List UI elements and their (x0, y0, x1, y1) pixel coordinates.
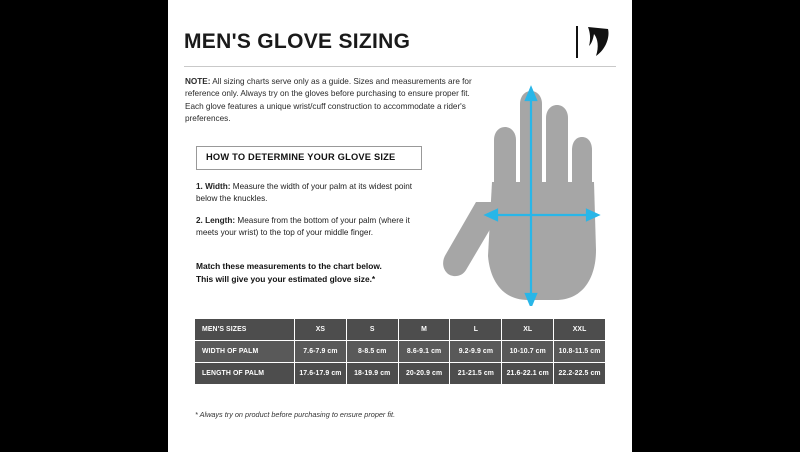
cell-length-m: 20-20.9 cm (398, 363, 450, 385)
note-text (185, 76, 472, 125)
instruction-length (196, 215, 432, 239)
header (184, 30, 616, 64)
letterbox-left (0, 0, 168, 452)
brand-glyph-icon (586, 27, 612, 57)
match-line-2: This will give you your estimated glove size.* (196, 273, 376, 284)
brand-wing-icon (576, 26, 616, 60)
cell-width-xs: 7.6-7.9 cm (295, 341, 347, 363)
instruction-length-text: Measure from the bottom of your palm (where it meets your wrist) to the top of your middle finger. (196, 216, 410, 238)
cell-width-l: 9.2-9.9 cm (450, 341, 502, 363)
table-row (195, 341, 606, 363)
instruction-width-text: Measure the width of your palm at its widest point below the knuckles. (196, 182, 413, 204)
row-label-length: LENGTH OF PALM (195, 363, 295, 385)
glove-illustration (436, 74, 622, 306)
table-row (195, 363, 606, 385)
cell-length-xxl: 22.2-22.5 cm (554, 363, 606, 385)
instruction-length-label: 2. Length: (196, 216, 236, 225)
table-col-1: XS (295, 319, 347, 341)
table-col-3: M (398, 319, 450, 341)
row-label-width: WIDTH OF PALM (195, 341, 295, 363)
note-body: All sizing charts serve only as a guide. Sizes and measurements are for reference only. Always try on the gloves before purchasing to ensure proper fit. Each glove features a unique wrist/cuff construction to accommodate a rider's preferences. (185, 77, 472, 123)
cell-width-m: 8.6-9.1 cm (398, 341, 450, 363)
cell-length-l: 21-21.5 cm (450, 363, 502, 385)
cell-width-xl: 10-10.7 cm (502, 341, 554, 363)
chart-sheet (168, 0, 632, 452)
cell-length-xs: 17.6-17.9 cm (295, 363, 347, 385)
table-col-6: XXL (554, 319, 606, 341)
match-instruction (196, 260, 432, 285)
cell-width-xxl: 10.8-11.5 cm (554, 341, 606, 363)
glove-hand-icon (436, 74, 622, 306)
cell-length-xl: 21.6-22.1 cm (502, 363, 554, 385)
page-title: MEN'S GLOVE SIZING (184, 30, 411, 53)
letterbox-right (632, 0, 800, 452)
instruction-width-label: 1. Width: (196, 182, 231, 191)
howto-title: HOW TO DETERMINE YOUR GLOVE SIZE (206, 152, 396, 162)
footnote: * Always try on product before purchasing to ensure proper fit. (195, 410, 396, 419)
note-label: NOTE: (185, 77, 211, 86)
table-col-4: L (450, 319, 502, 341)
match-line-1: Match these measurements to the chart below. (196, 261, 382, 271)
sizing-table (194, 318, 606, 385)
table-col-5: XL (502, 319, 554, 341)
table-header-row (195, 319, 606, 341)
cell-width-s: 8-8.5 cm (346, 341, 398, 363)
table-col-2: S (346, 319, 398, 341)
howto-box (196, 146, 422, 170)
header-divider (184, 66, 616, 67)
cell-length-s: 18-19.9 cm (346, 363, 398, 385)
instruction-width (196, 181, 432, 205)
table-col-0: MEN'S SIZES (195, 319, 295, 341)
brand-divider (576, 26, 578, 58)
